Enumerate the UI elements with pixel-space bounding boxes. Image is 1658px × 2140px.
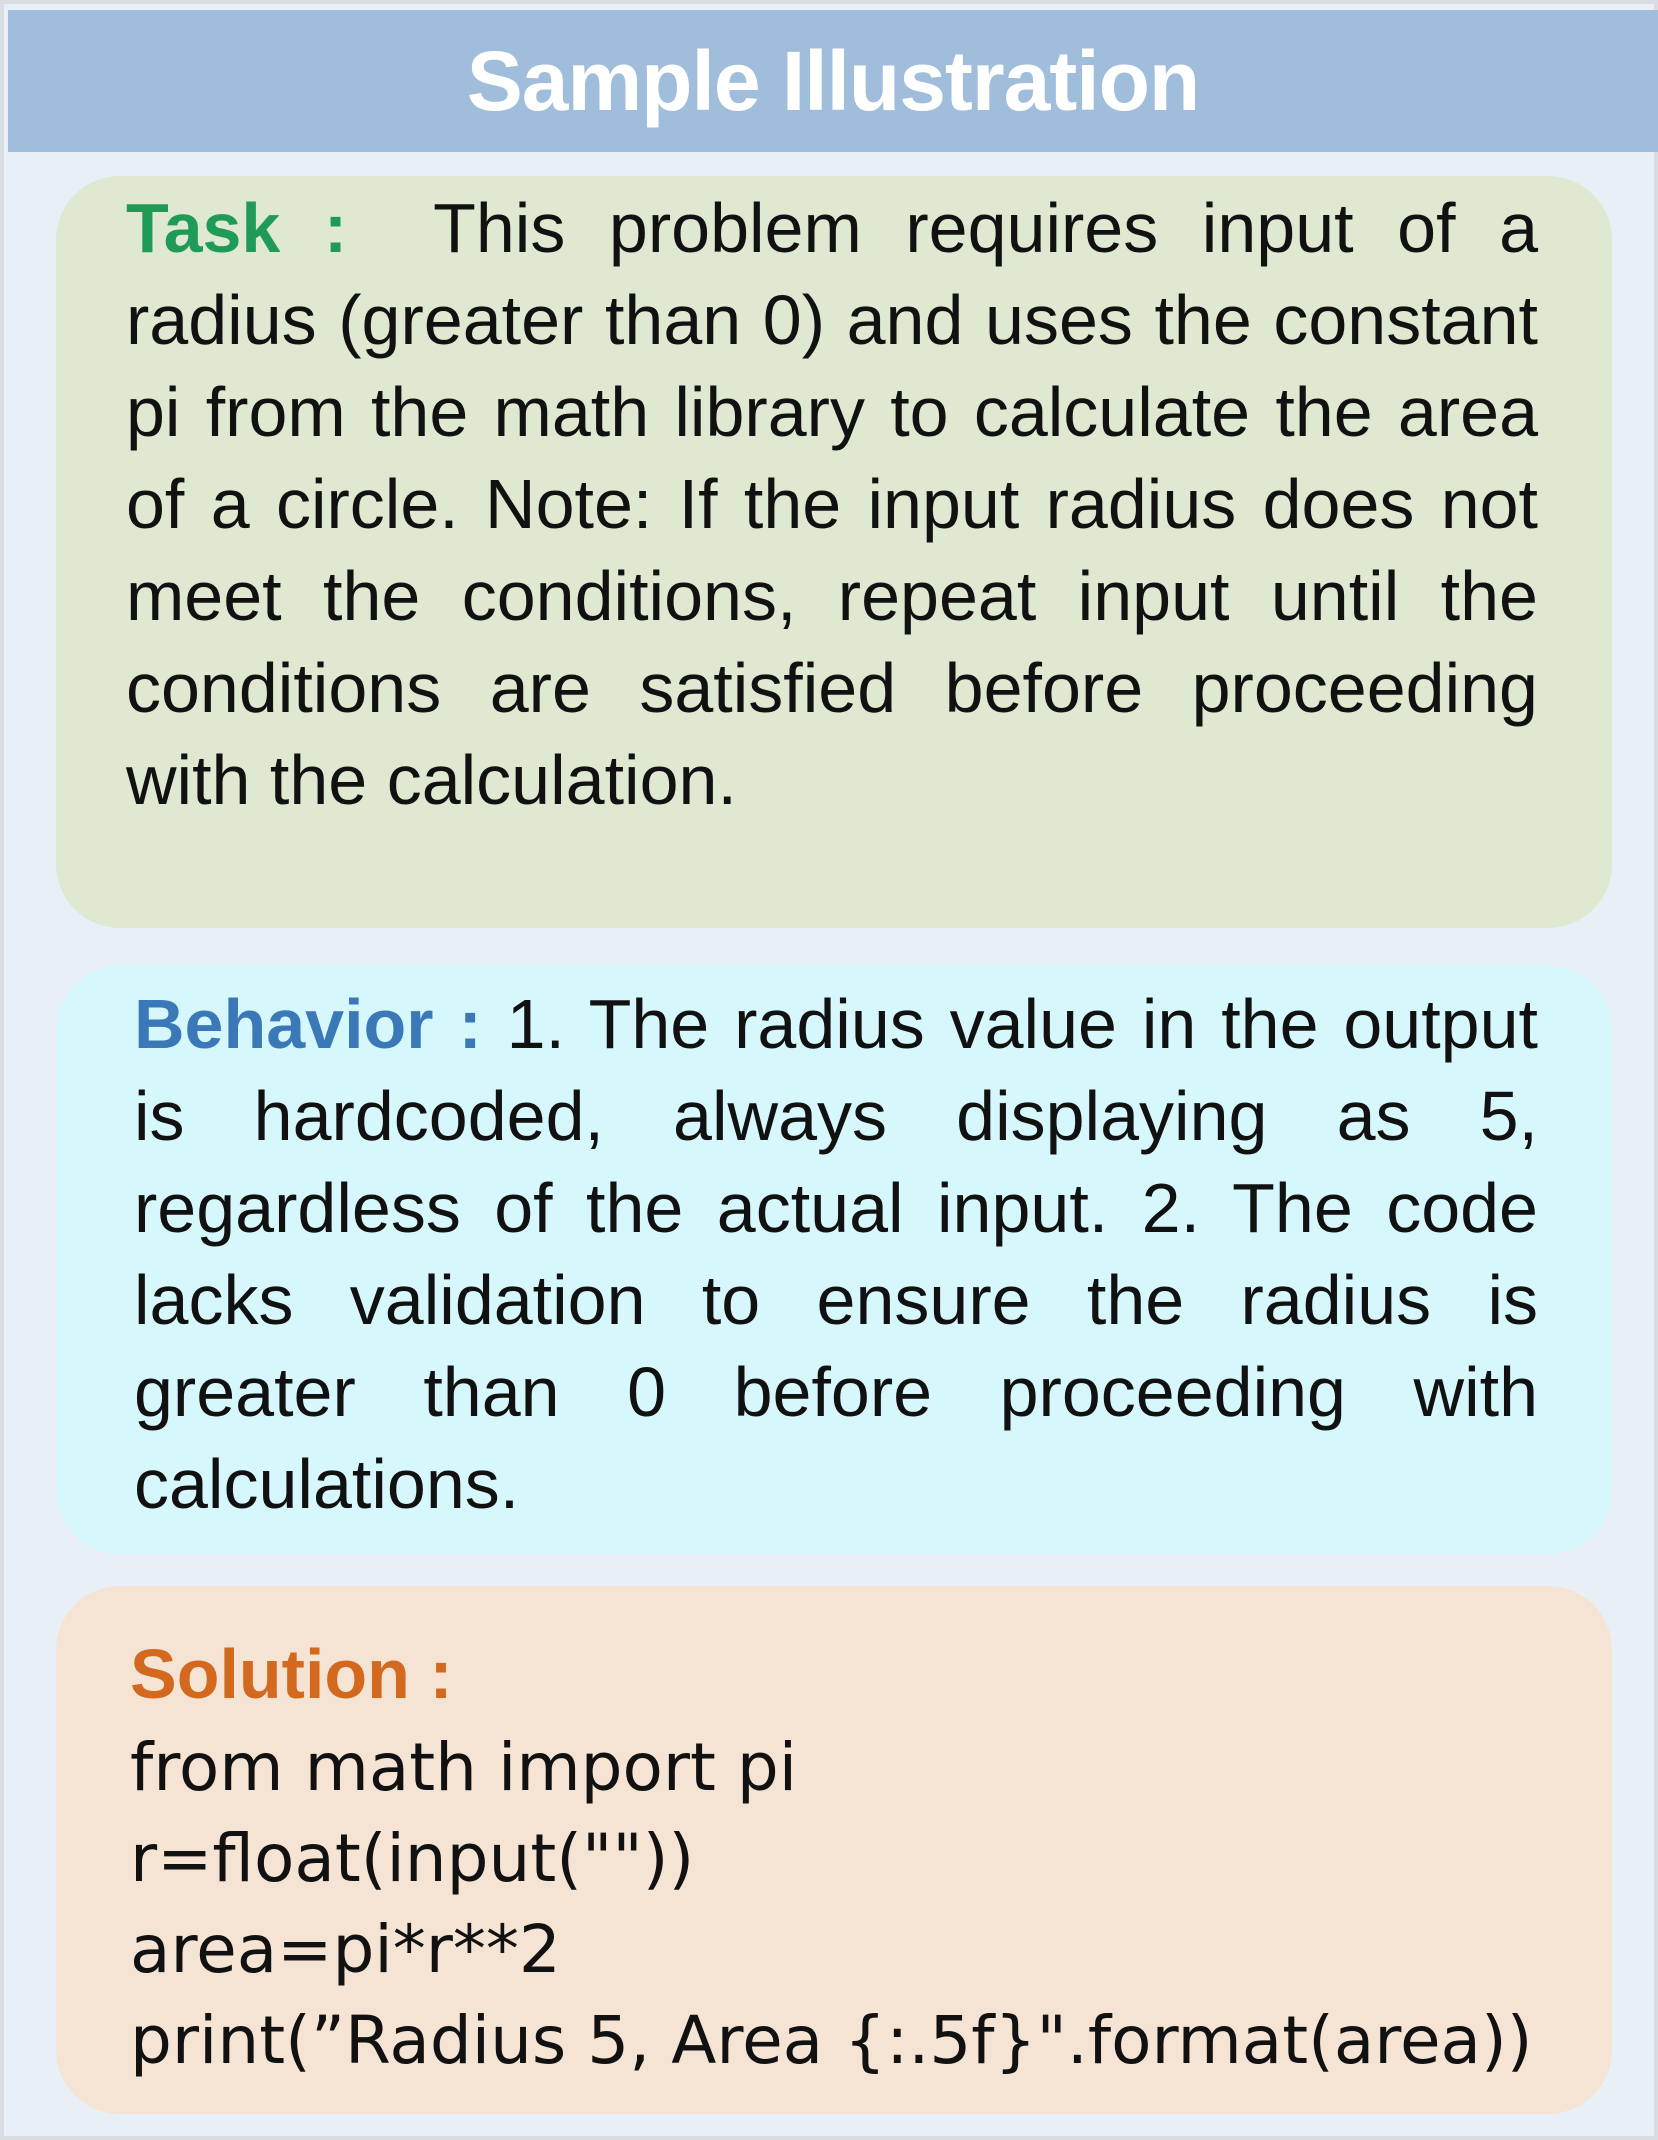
task-card: [56, 176, 1612, 928]
task-body: [126, 182, 1538, 826]
behavior-text: 1. The radius value in the output is hardcoded, always displaying as 5, regardless of the actual input. 2. The code lacks validation to ensure the radius is greater than 0 before proceeding with calculations.: [134, 985, 1538, 1523]
solution-code: [130, 1722, 1533, 2086]
behavior-label-colon: [434, 985, 482, 1063]
behavior-body: [134, 978, 1538, 1530]
behavior-card: [56, 966, 1612, 1554]
task-label: Task: [126, 189, 281, 267]
header-bar: [8, 10, 1658, 152]
solution-colon: :: [429, 1635, 453, 1713]
behavior-colon: :: [458, 985, 482, 1063]
task-text: This problem requires input of a radius (greater than 0) and uses the constant pi from the math library to calculate the area of a circle. Note: If the input radius does not meet the conditions, repeat input until the conditions are satisfied before proceeding with the calculation.: [126, 189, 1539, 819]
behavior-label: Behavior: [134, 985, 434, 1063]
header-title: Sample Illustration: [466, 33, 1200, 128]
code-line: print(”Radius 5, Area {:.5f}".format(area)): [130, 2002, 1533, 2079]
code-line: r=float(input("")): [130, 1820, 695, 1897]
code-line: from math import pi: [130, 1729, 798, 1806]
solution-card: [56, 1586, 1612, 2114]
task-colon: :: [323, 189, 348, 267]
task-label-colon: [280, 189, 390, 267]
solution-label: Solution: [130, 1635, 410, 1713]
behavior-paragraph: [134, 978, 1538, 1530]
code-line: area=pi*r**2: [130, 1911, 561, 1988]
solution-heading: [130, 1628, 453, 1720]
task-paragraph: [126, 182, 1538, 826]
